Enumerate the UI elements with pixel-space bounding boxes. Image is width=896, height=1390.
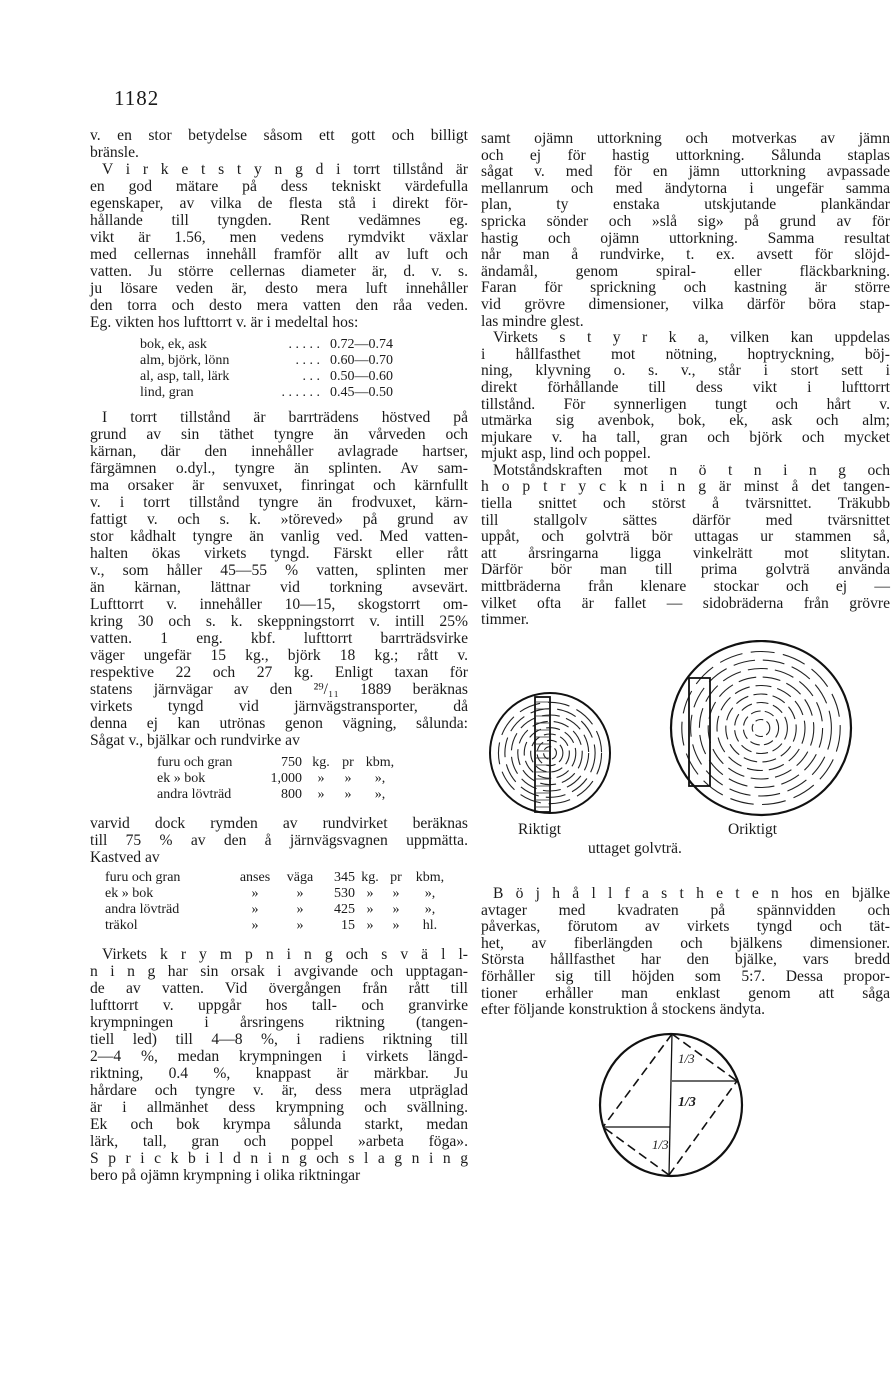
text-line: Kastved av	[90, 849, 160, 866]
text-line: efter följande konstruktion å stockens ändyta.	[481, 1001, 766, 1019]
text-line: de av vatten. Vid övergången från rått till	[90, 980, 468, 997]
text-line: samt ojämn uttorkning och motverkas av jämn	[481, 130, 890, 147]
table-cell: . . . . . .	[281, 385, 320, 400]
table-row	[157, 787, 417, 803]
table-cell: andra lövträd	[105, 902, 180, 917]
text-line: vid grövre dimensioner, vilka därför böra stap-	[481, 295, 890, 313]
table-cell: »	[344, 771, 352, 786]
text-line: egenskaper, av vilka de flesta stå i direkt för-	[90, 195, 468, 212]
text-line: las mindre glest.	[481, 312, 584, 330]
table-cell: . . . . .	[288, 337, 320, 352]
text-line: en god mätare på dess tekniskt värdefulla	[90, 178, 468, 195]
growth-ring	[699, 669, 822, 788]
table-cell: kbm,	[365, 755, 395, 770]
text-line: respektive 22 och 27 kg. Enligt taxan för	[90, 664, 468, 681]
table-cell: »	[344, 787, 352, 802]
table-cell: »	[392, 918, 400, 933]
table-cell: kg.	[312, 755, 330, 770]
text-line: i hållfasthet mot nötning, hoptryckning, böj-	[481, 345, 890, 363]
table-cell: 750	[281, 755, 302, 770]
fraction-label: 1/3	[678, 1095, 696, 1110]
figure-floorboard-cut	[478, 640, 896, 870]
table-cell: alm, björk, lönn	[140, 353, 230, 368]
growth-ring	[726, 694, 796, 762]
text-line: Sågat v., bjälkar och rundvirke av	[90, 732, 300, 749]
text-line: tillstånd. För synnerligen tungt och hårt v.	[481, 395, 890, 413]
table-cell: pr	[390, 870, 402, 885]
growth-ring	[752, 720, 770, 737]
table-cell: »	[392, 902, 400, 917]
table-firewood	[105, 870, 465, 934]
text-line: ma orsaker är senvuxet, finringat och kärnfullt	[90, 477, 468, 494]
paragraph-round-wood	[90, 815, 468, 866]
paragraph-dry-state	[90, 409, 468, 749]
dashed-edge	[603, 1034, 672, 1127]
table-cell: 0.60—0.70	[330, 353, 393, 368]
growth-ring	[743, 711, 778, 745]
table-cell: furu och gran	[157, 755, 233, 770]
text-line: Lufttorrt v. innehåller 10—15, skogstorrt om-	[90, 596, 468, 613]
text-line: än kärnan, lättnar vid torkning avsevärt.	[90, 579, 468, 596]
table-cell: »,	[374, 771, 386, 786]
page-number: 1182	[114, 86, 160, 110]
table-cell: hl.	[422, 918, 438, 933]
text-line: Motståndskraften mot n ö t n i n g och	[493, 461, 890, 479]
text-line: färgämnen o.dyl., tyngre än splinten. Av sam-	[90, 460, 468, 477]
table-cell: 1,000	[270, 771, 302, 786]
table-row	[140, 337, 440, 353]
table-cell: väga	[286, 870, 314, 885]
text-line: påverkas, förutom av virkets tyngd och tät-	[481, 918, 890, 936]
table-cell: 530	[334, 886, 355, 901]
text-line: lufttorrt v. uppgår hos tall- och granvirke	[90, 997, 468, 1014]
table-cell: pr	[342, 755, 354, 770]
table-row	[140, 369, 440, 385]
growth-ring	[735, 703, 788, 754]
text-line: ning, klyvning o. s. v., står i stort sett i	[481, 362, 890, 380]
table-row	[140, 385, 440, 401]
diameter-line	[669, 1034, 672, 1175]
table-cell: 800	[281, 787, 302, 802]
table-cell: furu och gran	[105, 870, 181, 885]
text-line: tioner erhåller man enklast genom att såga	[481, 984, 890, 1002]
table-cell: »	[317, 771, 325, 786]
text-line: hårdare och tyngre v. är, dess mera utpräglad	[90, 1082, 468, 1099]
text-line: Därför bör man till prima golvträ använda	[481, 561, 890, 579]
table-cell: »	[392, 886, 400, 901]
table-cell: 345	[334, 870, 355, 885]
paragraph	[481, 463, 890, 629]
text-line: Virkets s t y r k a, vilken kan uppdelas	[493, 329, 890, 347]
text-line: vatten. Ju större cellernas diameter är, d. v. s.	[90, 263, 468, 280]
text-line: vilket ofta är fallet — sidobräderna från grövre	[481, 594, 890, 612]
table-cell: ek » bok	[105, 886, 154, 901]
text-line: Största hållfasthet har den bjälke, vars bredd	[481, 951, 890, 969]
table-row	[105, 918, 465, 934]
label-correct: Riktigt	[518, 821, 562, 838]
table-specific-weights	[140, 337, 440, 401]
table-cell: »	[366, 886, 374, 901]
table-cell: anses	[239, 870, 271, 885]
text-line: mellanrum och med ändytorna i ungefär samma	[481, 179, 890, 197]
table-sawn-wood	[157, 755, 417, 803]
table-cell: kg.	[361, 870, 379, 885]
text-line: virkets tyngd vid järnvägstransporter, då	[90, 698, 468, 715]
text-line: bränsle.	[90, 144, 139, 161]
text-line: hållande till tyngden. Rent vedämnes eg.	[90, 212, 468, 229]
text-line: V i r k e t s t y n g d i torrt tillstånd är	[102, 161, 468, 178]
growth-ring	[717, 686, 805, 771]
paragraph	[481, 330, 890, 463]
table-row	[140, 353, 440, 369]
text-line: Faran för sprickning och kastning är större	[481, 279, 890, 297]
text-line: hastig och ojämn uttorkning. Samma resultat	[481, 229, 890, 247]
text-line: statens järnvägar av den ²⁹/₁₁ 1889 beräknas	[90, 681, 468, 698]
text-line: halten ökas virkets tyngd. Färskt eller rått	[90, 545, 468, 562]
table-row	[105, 870, 465, 886]
table-row	[157, 755, 417, 771]
text-line: och ej för hastig uttorkning. Sålunda staplas	[481, 146, 890, 164]
table-cell: »	[251, 902, 259, 917]
table-cell: 425	[334, 902, 355, 917]
table-cell: »	[251, 886, 259, 901]
table-cell: . . . .	[295, 353, 320, 368]
text-line: sågat v. med för en jämn uttorkning avpassade	[481, 163, 890, 181]
table-cell: »,	[424, 886, 436, 901]
text-line: grund av sin täthet tyngre än vårveden och	[90, 426, 468, 443]
text-line: med cellernas innehåll framför allt av luft och	[90, 246, 468, 263]
text-line: mjukare v. ha tall, gran och björk och mycket	[481, 428, 890, 446]
fraction-label: 1/3	[678, 1051, 695, 1066]
table-cell: kbm,	[415, 870, 445, 885]
table-cell: »	[296, 886, 304, 901]
label-incorrect: Oriktigt	[728, 821, 778, 838]
text-line: mjukt asp, lind och poppel.	[481, 445, 651, 463]
table-cell: 0.45—0.50	[330, 385, 393, 400]
table-cell: »,	[424, 902, 436, 917]
growth-ring	[682, 652, 840, 805]
table-cell: 0.72—0.74	[330, 337, 393, 352]
text-line: utmärka sig avenbok, bok, ek, ask och alm;	[481, 412, 890, 430]
paragraph-wood-weight	[90, 127, 468, 331]
text-line: 2—4 %, medan krympningen i virkets längd-	[90, 1048, 468, 1065]
growth-ring	[708, 677, 814, 779]
text-line: den torra och desto mera vatten den råa veden.	[90, 297, 468, 314]
beam-construction-diagram	[590, 1025, 750, 1190]
text-line: denna ej kan utrönas genon vägning, sålunda:	[90, 715, 468, 732]
table-cell: bok, ek, ask	[140, 337, 207, 352]
text-line: förhåller sig till höjden som 5:7. Dessa propor-	[481, 967, 890, 985]
text-line: mittbräderna från klenare stockar och ej —	[481, 578, 890, 596]
text-line: till 75 % av den å järnvägsvagnen uppmätta.	[90, 832, 468, 849]
text-line: B ö j h å l l f a s t h e t e n hos en bjälke	[493, 885, 890, 902]
text-line: uppåt, och golvträ bör uttagas ur stammen så,	[481, 528, 890, 546]
text-line: fattigt v. och s. k. »töreved» på grund av	[90, 511, 468, 528]
log-outline-incorrect	[671, 641, 851, 815]
table-row	[105, 886, 465, 902]
text-line: vatten. 1 eng. kbf. lufttorrt barrträdsvirke	[90, 630, 468, 647]
paragraph	[481, 131, 890, 330]
table-cell: »	[251, 918, 259, 933]
text-line: het, av fiberlängden och bjälkens dimensioner.	[481, 934, 890, 952]
text-line: kärnan, där den innehåller avlagrade hartser,	[90, 443, 468, 460]
text-line: krympningen i årsringens riktning (tangen-	[90, 1014, 468, 1031]
table-cell: »	[366, 918, 374, 933]
text-line: v. en stor betydelse såsom ett gott och billigt	[90, 127, 468, 144]
table-cell: »	[296, 902, 304, 917]
paragraph-bending-strength	[481, 886, 890, 1019]
text-line: bero på ojämn krympning i olika riktningar	[90, 1167, 361, 1184]
text-line: v. i torrt tillstånd tyngre än frodvuxet, kärn-	[90, 494, 468, 511]
text-line: I torrt tillstånd är barrträdens höstved på	[102, 409, 468, 426]
table-cell: »	[296, 918, 304, 933]
text-line: ju lösare veden är, desto mera luft innehåller	[90, 280, 468, 297]
figure-caption: uttaget golvträ.	[588, 840, 682, 857]
table-row	[157, 771, 417, 787]
text-line: plan, ty enstaka utskjutande plankändar	[481, 196, 890, 214]
text-line: når man å rundvirke, t. ex. avsett för slöjd-	[481, 246, 890, 264]
text-line: att årsringarna ligga vinkelrätt mot slitytan.	[481, 544, 890, 562]
text-line: S p r i c k b i l d n i n g och s l a g n i n g	[90, 1150, 468, 1167]
table-cell: 15	[341, 918, 355, 933]
text-line: timmer.	[481, 611, 530, 629]
text-line: Eg. vikten hos lufttorrt v. är i medeltal hos:	[90, 314, 359, 331]
growth-ring	[691, 660, 832, 796]
text-line: Ek och bok krympa sålunda starkt, medan	[90, 1116, 468, 1133]
table-cell: 0.50—0.60	[330, 369, 393, 384]
figure-beam-construction	[590, 1025, 750, 1190]
text-line: h o p t r y c k n i n g är minst å det tangen-	[481, 478, 890, 496]
text-line: är i allmänhet dess krympning och svällning.	[90, 1099, 468, 1116]
text-line: v., som håller 45—55 % vatten, splinten mer	[90, 562, 468, 579]
text-line: ändamål, genom spiral- eller fläckbarkning.	[481, 262, 890, 280]
text-line: direkt förhållande till dess vikt i lufttorrt	[481, 378, 890, 396]
right-column-text	[481, 131, 890, 629]
table-cell: ek » bok	[157, 771, 206, 786]
text-line: kring 30 och s. k. skeppningstorrt v. intill 25%	[90, 613, 468, 630]
table-cell: . . .	[302, 369, 320, 384]
table-row	[105, 902, 465, 918]
text-line: tiella snittet och störst å tvärsnittet. Träkubb	[481, 495, 890, 513]
table-cell: träkol	[105, 918, 138, 933]
text-line: till stallgolv sättes därför med tvärsnittet	[481, 511, 890, 529]
table-cell: »	[366, 902, 374, 917]
paragraph-shrinkage	[90, 946, 468, 1184]
text-line: lärk, tall, gran och poppel »arbeta föga».	[90, 1133, 468, 1150]
table-cell: »	[317, 787, 325, 802]
text-line: Virkets k r y m p n i n g och s v ä l l-	[102, 946, 468, 963]
text-line: stor kådhalt tyngre än vanlig ved. Med vatten-	[90, 528, 468, 545]
table-cell: lind, gran	[140, 385, 194, 400]
text-line: tiell led) till 4—8 %, i radiens riktning till	[90, 1031, 468, 1048]
text-line: väger ungefär 15 kg., björk 18 kg.; rått v.	[90, 647, 468, 664]
text-line: riktning, 0.4 %, knappast är märkbar. Ju	[90, 1065, 468, 1082]
table-cell: al, asp, tall, lärk	[140, 369, 230, 384]
table-cell: andra lövträd	[157, 787, 232, 802]
text-line: vikt är 1.56, men vedens rymdvikt växlar	[90, 229, 468, 246]
table-cell: »,	[374, 787, 386, 802]
text-line: n i n g har sin orsak i avgivande och upptagan-	[90, 963, 468, 980]
fraction-label: 1/3	[652, 1137, 669, 1152]
text-line: avtager med kvadraten på spännvidden och	[481, 901, 890, 919]
text-line: spricka sönder och »slå sig» på grund av för	[481, 212, 890, 230]
text-line: varvid dock rymden av rundvirket beräknas	[90, 815, 468, 832]
